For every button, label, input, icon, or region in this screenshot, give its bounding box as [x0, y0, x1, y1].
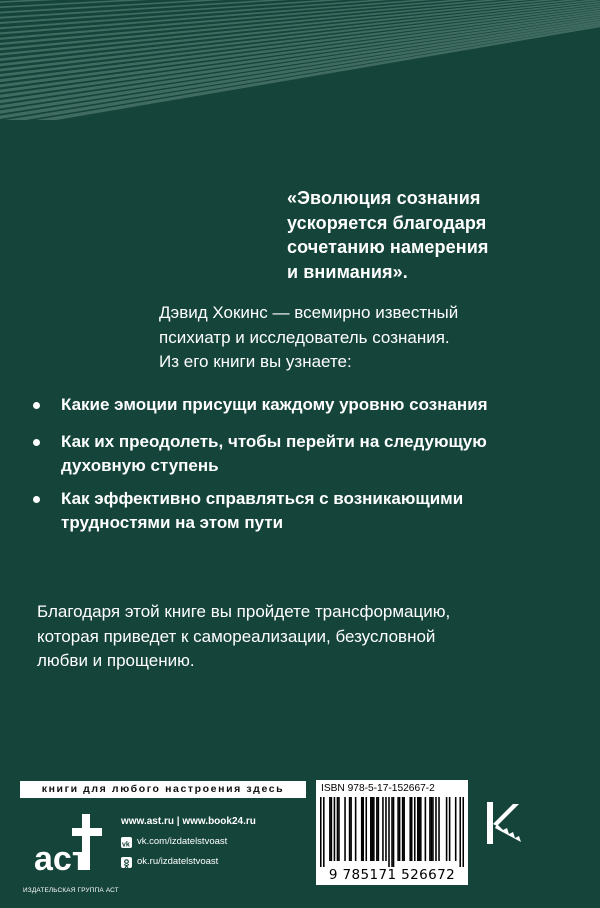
barcode-bar [399, 797, 401, 861]
barcode-bar [411, 797, 413, 861]
barcode-bar [355, 797, 357, 861]
barcode-bar [391, 797, 393, 867]
quote-line: сочетанию намерения [287, 237, 489, 257]
vk-link[interactable] [121, 832, 256, 852]
closing-line: которая приведет к самореализации, безусловной [37, 626, 436, 646]
barcode-digits: 9 785171 526672 [328, 867, 456, 883]
barcode-bar [462, 797, 464, 867]
barcode-bar [425, 797, 427, 861]
bullet-list [33, 393, 593, 535]
barcode-bar [362, 797, 364, 861]
bullet-item [33, 430, 593, 487]
barcode-bar [446, 797, 448, 861]
barcode-bar [378, 797, 380, 861]
barcode-bar [432, 797, 434, 861]
stripe [0, 7, 600, 87]
k-book-logo-icon [483, 800, 523, 846]
barcode-bar [372, 797, 374, 861]
bullet-item [33, 487, 593, 535]
ok-link-text: ok.ru/izdatelstvoast [137, 856, 219, 867]
barcode-bar [329, 797, 331, 861]
barcode-bar [435, 797, 437, 861]
barcode-icon [320, 797, 464, 867]
bullet-icon [33, 402, 40, 409]
quote-line: «Эволюция сознания [287, 188, 481, 208]
barcode-bar [376, 797, 378, 861]
barcode-bar [431, 797, 433, 861]
intro-line: Дэвид Хокинс — всемирно известный [159, 303, 459, 322]
ok-link[interactable] [121, 852, 256, 872]
decorative-stripes [0, 0, 600, 120]
bullet-line: Как их преодолеть, чтобы перейти на следующую [61, 432, 487, 451]
barcode-panel [316, 780, 468, 885]
barcode-bar [449, 797, 451, 861]
barcode-bar [397, 797, 399, 861]
bullet-icon [33, 439, 40, 446]
barcode-bar [331, 797, 333, 861]
barcode-bar [388, 797, 390, 867]
svg-text:vk: vk [122, 841, 130, 848]
barcode-bar [438, 797, 440, 861]
publisher-tagline: книги для любого настроения здесь [20, 781, 306, 798]
bullet-line: Как эффективно справляться с возникающими [61, 489, 464, 508]
barcode-bar [414, 797, 416, 861]
isbn-label: ISBN 978-5-17-152667-2 [321, 783, 435, 794]
bullet-line: Какие эмоции присущи каждому уровню сознания [61, 395, 488, 414]
barcode-bar [337, 797, 339, 861]
barcode-bar [402, 797, 404, 861]
barcode-bar [373, 797, 375, 861]
barcode-bar [361, 797, 363, 861]
barcode-bar [338, 797, 340, 861]
stripe [0, 16, 600, 108]
vk-icon [121, 837, 132, 848]
closing-line: Благодаря этой книге вы пройдете трансформацию, [37, 602, 451, 621]
bullet-line: духовную ступень [61, 456, 219, 475]
website-links[interactable]: www.ast.ru | www.book24.ru [121, 816, 256, 827]
barcode-bar [417, 797, 419, 861]
publisher-name: ИЗДАТЕЛЬСКАЯ ГРУППА АСТ [23, 887, 119, 894]
barcode-bar [403, 797, 405, 861]
barcode-bar [393, 797, 395, 867]
stripe [0, 23, 600, 120]
publisher-links [121, 812, 256, 872]
barcode-bar [344, 797, 346, 861]
barcode-bar [385, 797, 387, 861]
intro-line: Из его книги вы узнаете: [159, 352, 352, 371]
barcode-bar [459, 797, 461, 867]
barcode-bar [349, 797, 351, 861]
ast-logo-icon [30, 808, 108, 888]
barcode-bar [455, 797, 457, 861]
quote-line: и внимания». [287, 261, 408, 282]
bullet-icon [33, 496, 40, 503]
barcode-bar [420, 797, 422, 861]
barcode-bar [419, 797, 421, 861]
intro-paragraph [159, 301, 579, 375]
bullet-line: трудностями на этом пути [61, 513, 284, 532]
closing-paragraph [37, 600, 577, 674]
barcode-bar [334, 797, 336, 861]
quote-block [287, 186, 587, 284]
bullet-item [33, 393, 593, 430]
vk-link-text: vk.com/izdatelstvoast [137, 836, 228, 847]
ast-logo-text: аст [34, 840, 89, 878]
barcode-bar [323, 797, 325, 867]
closing-line: любви и прощению. [37, 651, 195, 670]
quote-line: ускоряется благодаря [287, 212, 487, 233]
intro-line: психиатр и исследователь сознания. [159, 327, 450, 347]
barcode-bar [350, 797, 352, 861]
barcode-bar [382, 797, 384, 861]
barcode-bar [429, 797, 431, 861]
barcode-bar [370, 797, 372, 861]
barcode-bar [365, 797, 367, 861]
barcode-bar [409, 797, 411, 861]
ok-icon [121, 857, 132, 868]
barcode-bar [320, 797, 322, 867]
